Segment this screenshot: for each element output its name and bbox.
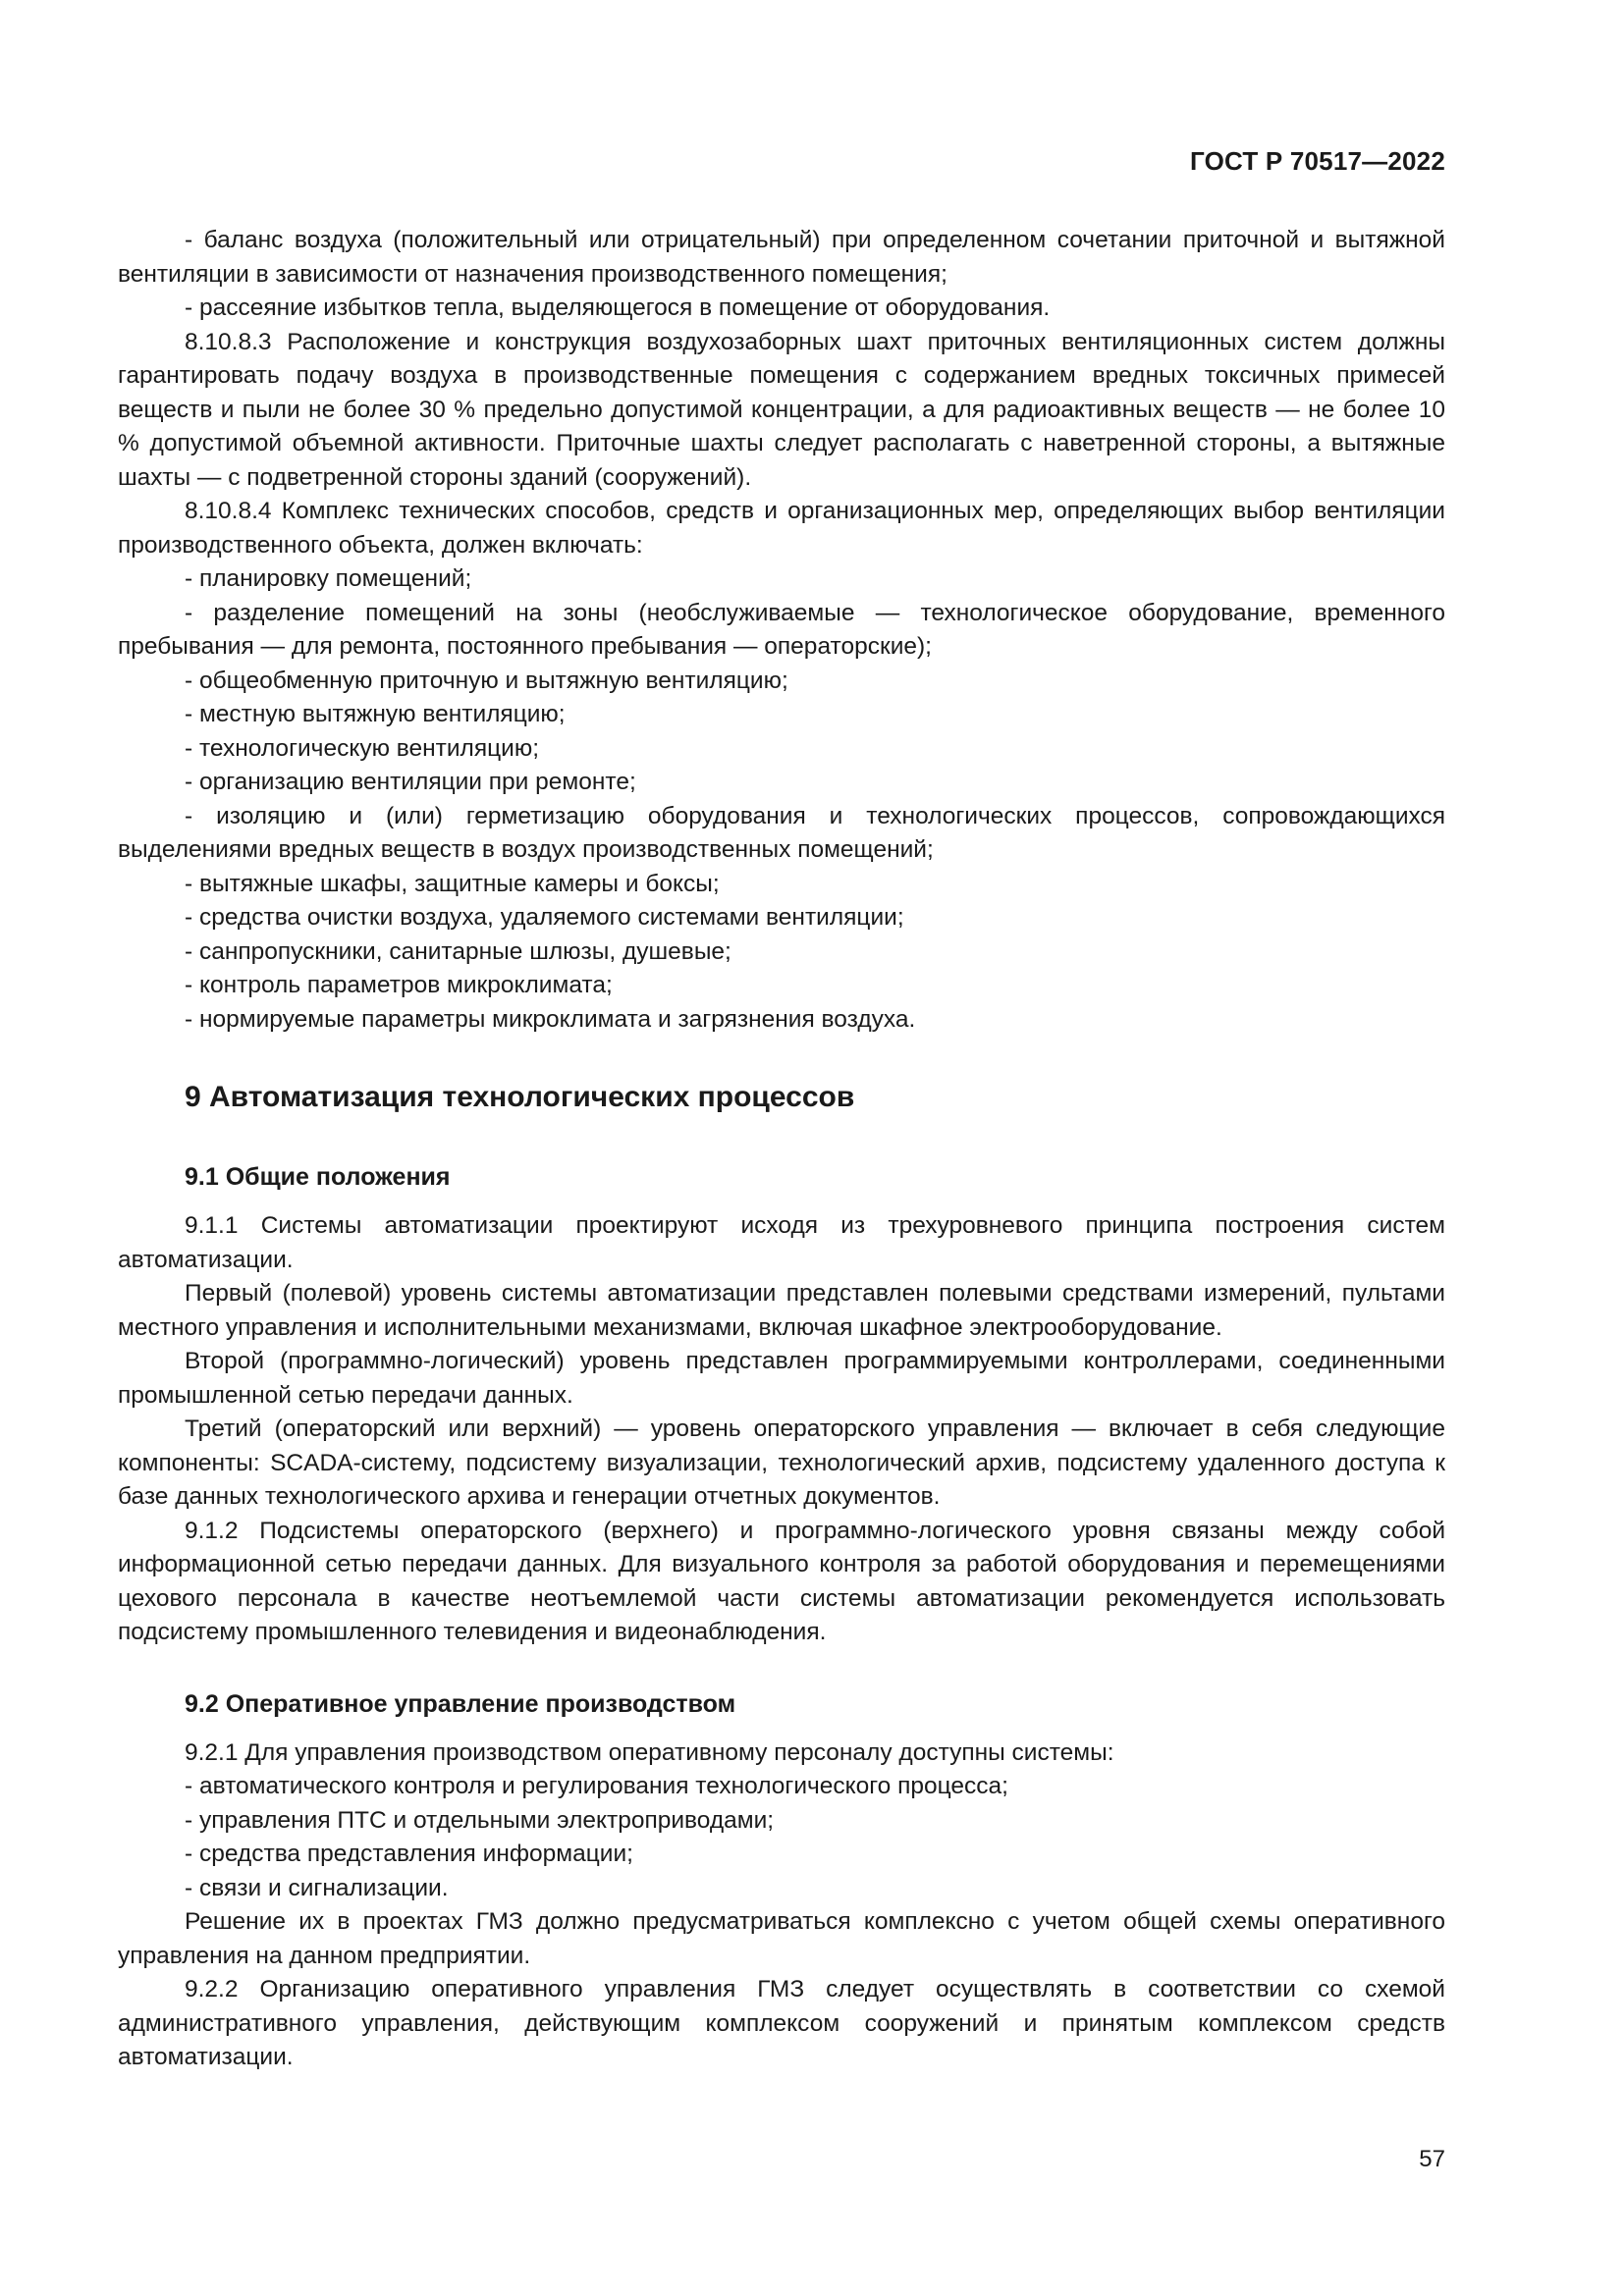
list-item: - средства представления информации; [185,1841,633,1867]
subsection-9-1-heading: 9.1 Общие положения [185,1163,451,1191]
page-body [118,224,1445,2075]
clause-9-1-1: 9.1.1 Системы автоматизации проектируют исходя из трехуровневого принципа построения систем автоматизации. [118,1212,1445,1273]
list-item: - изоляцию и (или) герметизацию оборудования и технологических процессов, сопровождающихся выделениями вредных веществ в воздух производственных помещений; [118,802,1445,863]
list-item: - общеобменную приточную и вытяжную вентиляцию; [185,667,788,694]
paragraph: Первый (полевой) уровень системы автоматизации представлен полевыми средствами измерений, пультами местного управления и исполнительными механизмами, включая шкафное электрооборудование. [118,1280,1445,1341]
list-item: - санпропускники, санитарные шлюзы, душевые; [185,937,731,965]
clause-8-10-8-4: 8.10.8.4 Комплекс технических способов, средств и организационных мер, определяющих выбор вентиляции производственного объекта, должен включать: [118,498,1445,559]
paragraph: Третий (операторский или верхний) — уровень операторского управления — включает в себя следующие компоненты: SCADA-систему, подсистему визуализации, технологический архив, подсистему удаленного доступа к базе данных технологического архива и генерации отчетных документов. [118,1415,1445,1510]
list-item: - планировку помещений; [185,565,472,592]
section-9-heading: 9 Автоматизация технологических процессов [185,1081,855,1113]
list-item: - организацию вентиляции при ремонте; [185,769,636,795]
document-code-header: ГОСТ Р 70517—2022 [1190,146,1445,176]
paragraph: Второй (программно-логический) уровень представлен программируемыми контроллерами, соединенными промышленной сетью передачи данных. [118,1348,1445,1409]
list-item: - рассеяние избытков тепла, выделяющегося в помещение от оборудования. [185,294,1051,321]
paragraph: Решение их в проектах ГМЗ должно предусматриваться комплексно с учетом общей схемы оперативного управления на данном предприятии. [118,1908,1445,1969]
list-item: - средства очистки воздуха, удаляемого системами вентиляции; [185,904,904,931]
clause-9-1-2: 9.1.2 Подсистемы операторского (верхнего) и программно-логического уровня связаны между собой информационной сетью передачи данных. Для визуального контроля за работой оборудования и перемещениями цехового персонала в качестве неотъемлемой части системы автоматизации рекомендуется использовать подсистему промышленного телевидения и видеонаблюдения. [118,1517,1445,1645]
subsection-9-2-heading: 9.2 Оперативное управление производством [185,1689,736,1718]
clause-9-2-1: 9.2.1 Для управления производством оперативному персоналу доступны системы: [185,1738,1114,1766]
list-item: - управления ПТС и отдельными электроприводами; [185,1806,775,1834]
list-item: - баланс воздуха (положительный или отрицательный) при определенном сочетании приточной и вытяжной вентиляции в зависимости от назначения производственного помещения; [118,227,1445,288]
list-item: - связи и сигнализации. [185,1874,449,1901]
clause-9-2-2: 9.2.2 Организацию оперативного управления ГМЗ следует осуществлять в соответствии со схемой административного управления, действующим комплексом сооружений и принятым комплексом средств автоматизации. [118,1976,1445,2070]
list-item: - разделение помещений на зоны (необслуживаемые — технологическое оборудование, временного пребывания — для ремонта, постоянного пребывания — операторские); [118,599,1445,660]
clause-8-10-8-3: 8.10.8.3 Расположение и конструкция воздухозаборных шахт приточных вентиляционных систем должны гарантировать подачу воздуха в производственные помещения с содержанием вредных токсичных примесей веществ и пыли не более 30 % предельно допустимой концентрации, а для радиоактивных веществ — не более 10 % допустимой объемной активности. Приточные шахты следует располагать с наветренной стороны, а вытяжные шахты — с подветренной стороны зданий (сооружений). [118,328,1445,491]
list-item: - автоматического контроля и регулирования технологического процесса; [185,1773,1008,1799]
page-number: 57 [1419,2146,1445,2172]
list-item: - вытяжные шкафы, защитные камеры и боксы; [185,870,720,897]
list-item: - технологическую вентиляцию; [185,734,540,762]
list-item: - местную вытяжную вентиляцию; [185,701,566,727]
list-item: - контроль параметров микроклимата; [185,972,613,998]
document-page [118,0,1445,2296]
list-item: - нормируемые параметры микроклимата и загрязнения воздуха. [185,1005,916,1033]
